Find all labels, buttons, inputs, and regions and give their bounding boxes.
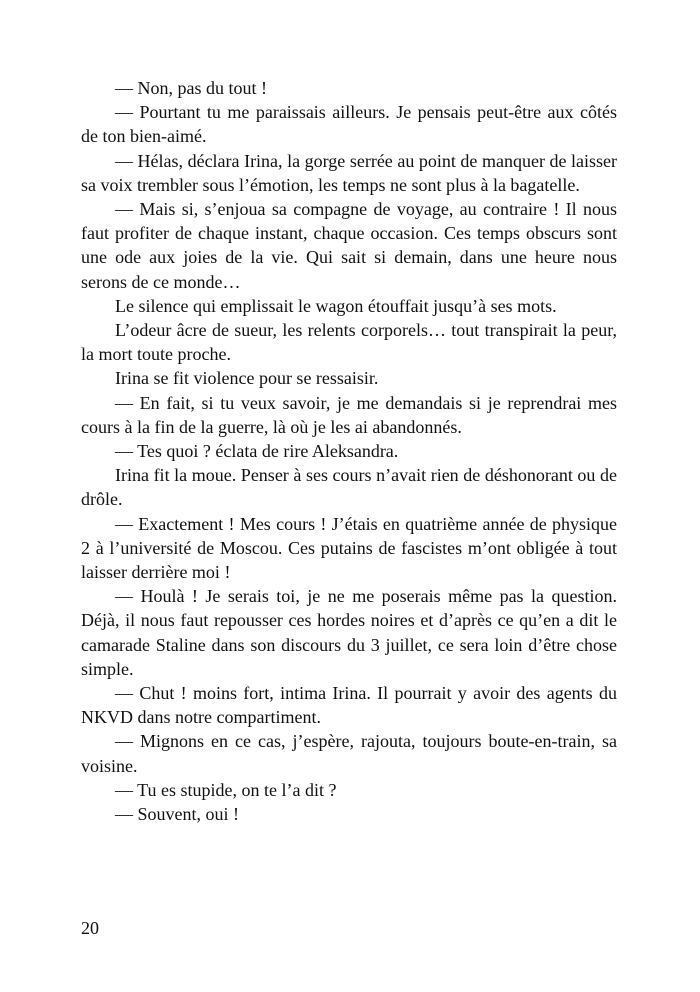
paragraph: — Chut ! moins fort, intima Irina. Il pourrait y avoir des agents du NKVD dans notre compartiment. (81, 683, 617, 728)
paragraph: — Tes quoi ? éclata de rire Aleksandra. (115, 441, 399, 462)
paragraph: — Mais si, s’enjoua sa compagne de voyage, au contraire ! Il nous faut profiter de chaque instant, chaque occasion. Ces temps obscurs sont une ode aux joies de la vie. Qui sait si demain, dans une heure nous serons de ce monde… (81, 199, 617, 292)
paragraph: Le silence qui emplissait le wagon étouffait jusqu’à ses mots. (115, 295, 557, 316)
paragraph: — Exactement ! Mes cours ! J’étais en quatrième année de physique 2 à l’université de Moscou. Ces putains de fascistes m’ont obligée à tout laisser derrière moi ! (81, 513, 617, 583)
paragraph: — Houlà ! Je serais toi, je ne me poserais même pas la question. Déjà, il nous faut repousser ces hordes noires et d’après ce qu’en a dit le camarade Staline dans son discours du 3 juillet, ce sera loin d’être chose simple. (81, 586, 617, 679)
paragraph: — Souvent, oui ! (115, 804, 239, 825)
paragraph: — En fait, si tu veux savoir, je me demandais si je reprendrai mes cours à la fin de la guerre, là où je les ai abandonnés. (81, 392, 617, 437)
paragraph: — Tu es stupide, on te l’a dit ? (115, 779, 337, 800)
paragraph: — Mignons en ce cas, j’espère, rajouta, toujours boute-en-train, sa voisine. (81, 731, 617, 776)
paragraph: Irina se fit violence pour se ressaisir. (115, 368, 379, 389)
paragraph: Irina fit la moue. Penser à ses cours n’avait rien de déshonorant ou de drôle. (81, 465, 617, 510)
paragraph: — Pourtant tu me paraissais ailleurs. Je pensais peut-être aux côtés de ton bien-aimé. (81, 102, 617, 147)
paragraph: — Non, pas du tout ! (115, 78, 267, 98)
page-number: 20 (81, 918, 99, 938)
paragraph: L’odeur âcre de sueur, les relents corporels… tout transpirait la peur, la mort toute proche. (81, 320, 617, 365)
body-text (81, 76, 617, 826)
paragraph: — Hélas, déclara Irina, la gorge serrée au point de manquer de laisser sa voix trembler sous l’émotion, les temps ne sont plus à la bagatelle. (81, 150, 617, 195)
